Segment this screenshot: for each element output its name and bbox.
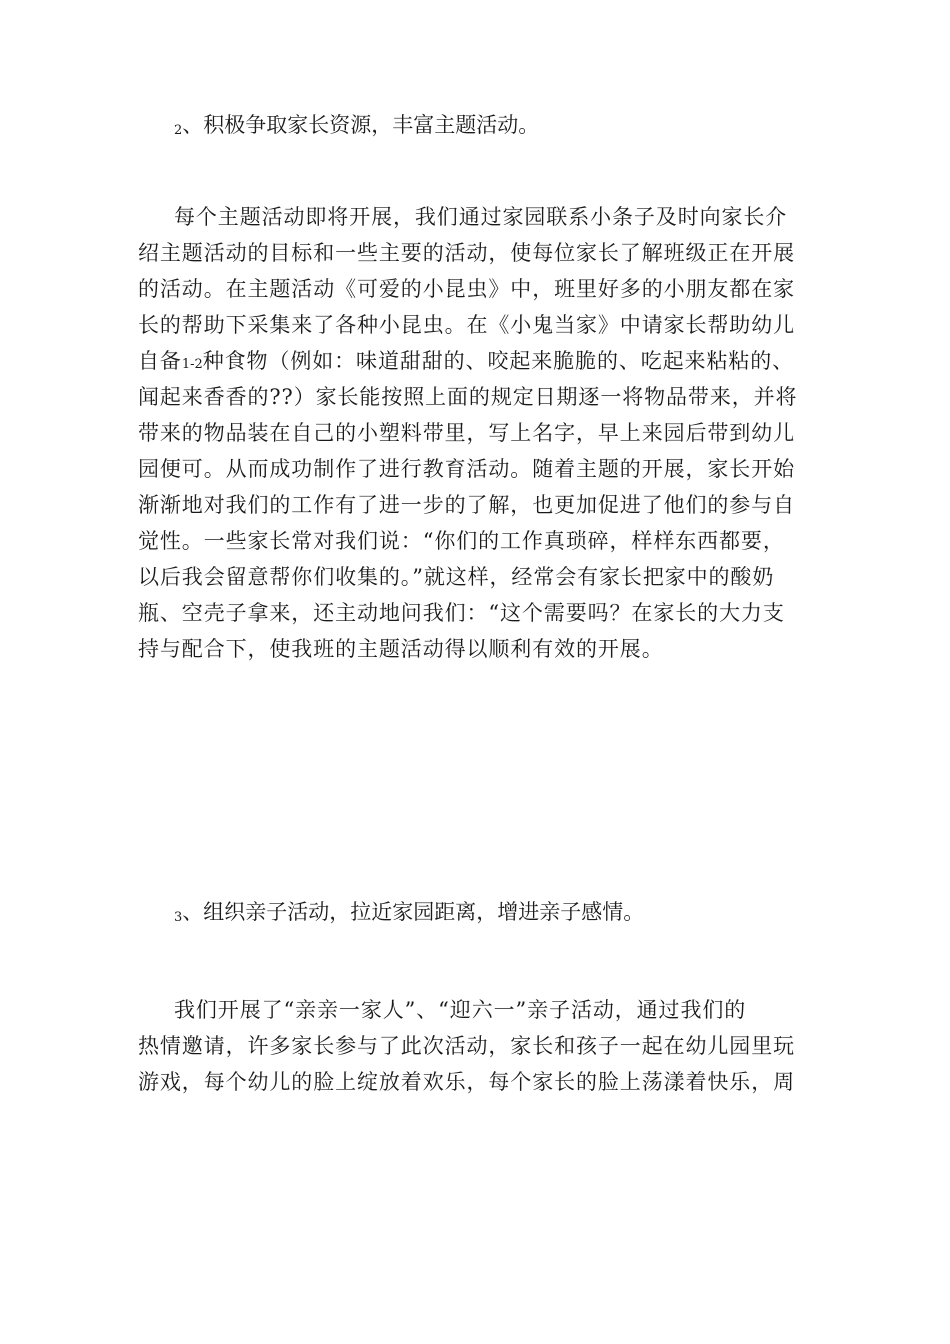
paragraph-2 (138, 992, 818, 1100)
paragraph-line: 热情邀请，许多家长参与了此次活动，家长和孩子一起在幼儿园里玩 (138, 1034, 795, 1058)
paragraph-line: 游戏，每个幼儿的脸上绽放着欢乐，每个家长的脸上荡漾着快乐，周 (138, 1070, 795, 1094)
paragraph-1 (138, 199, 818, 667)
paragraph-line: 觉性。一些家长常对我们说：“你们的工作真琐碎，样样东西都要， (138, 529, 785, 553)
paragraph-line: 持与配合下，使我班的主题活动得以顺利有效的开展。 (138, 637, 664, 661)
paragraph-line: 我们开展了“亲亲一家人”、“迎六一”亲子活动，通过我们的 (174, 998, 747, 1022)
section-3-heading (174, 897, 644, 931)
section-3-number: 3 (174, 910, 183, 925)
paragraph-line: 带来的物品装在自己的小塑料带里，写上名字，早上来园后带到幼儿 (138, 421, 795, 445)
section-2-heading (174, 110, 539, 144)
paragraph-text: 自备 (138, 349, 182, 373)
section-2-number: 2 (174, 123, 183, 138)
section-3-title: 、组织亲子活动，拉近家园距离，增进亲子感情。 (182, 900, 645, 924)
paragraph-line: 闻起来香香的??）家长能按照上面的规定日期逐一将物品带来，并将 (138, 385, 798, 409)
quantity-range: 1-2 (181, 357, 203, 372)
section-2-title: 、积极争取家长资源，丰富主题活动。 (182, 113, 540, 137)
paragraph-line: 瓶、空壳子拿来，还主动地问我们：“这个需要吗？在家长的大力支 (138, 601, 785, 625)
paragraph-line: 每个主题活动即将开展，我们通过家园联系小条子及时向家长介 (174, 205, 788, 229)
paragraph-line: 以后我会留意帮你们收集的。”就这样，经常会有家长把家中的酸奶 (138, 565, 775, 589)
paragraph-line (138, 343, 818, 379)
paragraph-text: 种食物（例如：味道甜甜的、咬起来脆脆的、吃起来粘粘的、 (202, 349, 795, 373)
paragraph-line: 园便可。从而成功制作了进行教育活动。随着主题的开展，家长开始 (138, 457, 795, 481)
paragraph-line: 的活动。在主题活动《可爱的小昆虫》中，班里好多的小朋友都在家 (138, 277, 795, 301)
paragraph-line: 绍主题活动的目标和一些主要的活动，使每位家长了解班级正在开展 (138, 241, 795, 265)
paragraph-line: 长的帮助下采集来了各种小昆虫。在《小鬼当家》中请家长帮助幼儿 (138, 313, 795, 337)
paragraph-line: 渐渐地对我们的工作有了进一步的了解，也更加促进了他们的参与自 (138, 493, 795, 517)
